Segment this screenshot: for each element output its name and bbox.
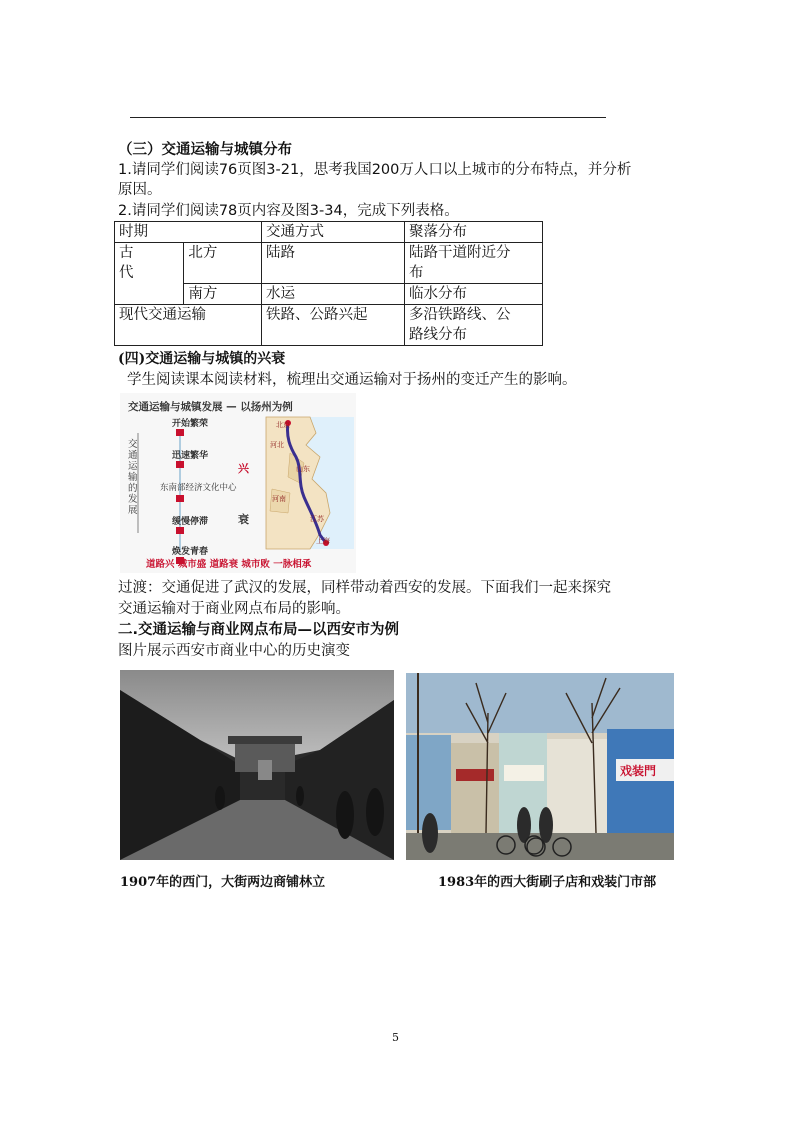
table-row <box>115 243 543 284</box>
side-label-char: 交 <box>128 439 138 450</box>
stage-label: 东南部经济文化中心 <box>160 483 237 493</box>
transition-line2: 交通运输对于商业网点布局的影响。 <box>118 601 350 617</box>
modern-period: 现代交通运输 <box>115 305 262 346</box>
header-transport: 交通方式 <box>262 222 405 243</box>
settlement-modern-line2: 路线分布 <box>409 327 467 343</box>
ancient-label <box>115 243 184 305</box>
settlement-modern <box>405 305 543 346</box>
question-1-line2: 原因。 <box>118 182 162 198</box>
table-row <box>115 305 543 346</box>
caption-1983: 1983年的西大街刷子店和戏装门市部 <box>438 875 657 890</box>
section4-intro: 学生阅读课本阅读材料，梳理出交通运输对于扬州的变迁产生的影响。 <box>127 372 577 388</box>
fall-label: 衰 <box>238 513 249 526</box>
side-label-char: 通 <box>128 450 138 461</box>
transition-line1: 过渡：交通促进了武汉的发展，同样带动着西安的发展。下面我们一起来探究 <box>118 580 611 596</box>
map-label: 上海 <box>316 537 330 545</box>
question-2: 2.请同学们阅读78页内容及图3-34，完成下列表格。 <box>118 203 459 219</box>
photo-1907-svg <box>120 670 394 860</box>
side-label-char: 的 <box>128 483 138 494</box>
map-label: 北京 <box>276 421 290 429</box>
section3-heading: （三）交通运输与城镇分布 <box>118 142 292 158</box>
ancient-label-1: 古 <box>119 245 134 261</box>
side-label-char: 运 <box>128 461 138 472</box>
ancient-label-2: 代 <box>119 265 134 281</box>
photo-1907-west-gate <box>120 670 394 860</box>
settlement-north-line2: 布 <box>409 265 424 281</box>
page-number: 5 <box>392 1031 399 1044</box>
shop-sign: 戏装門 <box>620 764 657 778</box>
side-label-text <box>128 438 138 516</box>
yangzhou-figure-svg <box>120 393 356 573</box>
side-label-char: 发 <box>128 494 138 505</box>
photo-1983-svg <box>406 673 674 860</box>
stage-marker <box>176 495 184 502</box>
region-south: 南方 <box>184 284 262 305</box>
transport-north: 陆路 <box>262 243 405 284</box>
stage-marker <box>176 461 184 468</box>
map-label: 江苏 <box>310 515 324 523</box>
photo-1983-west-street <box>406 673 674 860</box>
stage-marker <box>176 429 184 436</box>
question-1-line1: 1.请同学们阅读76页图3-21，思考我国200万人口以上城市的分布特点，并分析 <box>118 162 632 178</box>
transport-south: 水运 <box>262 284 405 305</box>
map-label: 山东 <box>296 465 310 473</box>
rise-label: 兴 <box>238 462 249 475</box>
part2-subtitle: 图片展示西安市商业中心的历史演变 <box>118 643 350 659</box>
transport-settlement-table <box>114 221 543 346</box>
transport-modern: 铁路、公路兴起 <box>262 305 405 346</box>
map-label: 河北 <box>270 441 284 449</box>
stage-label: 缓慢停滞 <box>172 517 209 527</box>
stage-label: 迅速繁华 <box>172 451 209 461</box>
side-label-char: 输 <box>128 472 138 483</box>
settlement-modern-line1: 多沿铁路线、公 <box>409 307 511 323</box>
table-header-row <box>115 222 543 243</box>
stage-marker <box>176 527 184 534</box>
figure-footer: 道路兴 城市盛 道路衰 城市败 一脉相承 <box>146 559 312 570</box>
stage-label: 焕发青春 <box>172 547 209 557</box>
header-settlement: 聚落分布 <box>405 222 543 243</box>
caption-1907: 1907年的西门，大街两边商铺林立 <box>120 875 326 890</box>
header-period: 时期 <box>115 222 262 243</box>
map-label: 河南 <box>272 495 286 503</box>
settlement-south: 临水分布 <box>405 284 543 305</box>
settlement-north-line1: 陆路干道附近分 <box>409 245 511 261</box>
top-divider <box>130 117 606 118</box>
stage-label: 开始繁荣 <box>172 419 209 429</box>
settlement-north <box>405 243 543 284</box>
side-label-char: 展 <box>128 505 138 516</box>
figure-title: 交通运输与城镇发展 — 以扬州为例 <box>128 401 293 413</box>
yangzhou-figure <box>120 393 356 573</box>
part2-heading: 二.交通运输与商业网点布局—以西安市为例 <box>118 622 400 638</box>
section4-heading: (四)交通运输与城镇的兴衰 <box>118 351 286 367</box>
region-north: 北方 <box>184 243 262 284</box>
side-label <box>128 438 138 516</box>
